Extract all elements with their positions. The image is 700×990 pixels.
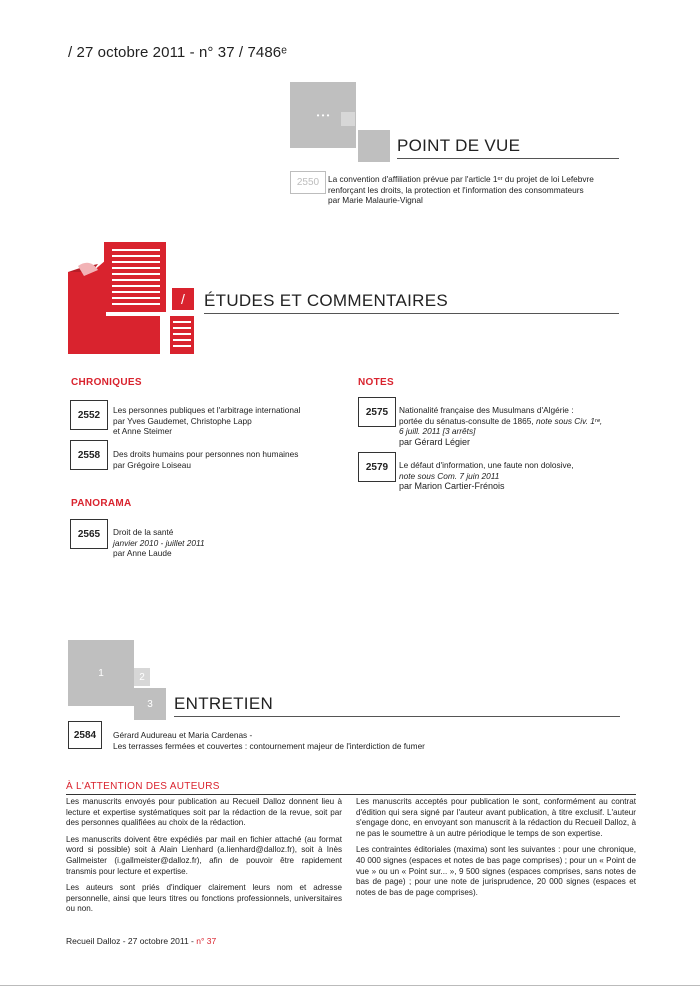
- point-de-vue-title: POINT DE VUE: [397, 136, 521, 155]
- entretien-box-1: [68, 640, 134, 706]
- entry-subtitle: janvier 2010 - juillet 2011: [113, 537, 205, 548]
- page-footer: [66, 936, 216, 946]
- panorama-label: PANORAMA: [71, 498, 132, 509]
- entretien-num-2: 2: [139, 671, 145, 683]
- article-number-box[interactable]: 2575: [358, 397, 396, 427]
- etudes-rule: [204, 313, 619, 314]
- entretien-box-2: [134, 668, 150, 686]
- dots-icon: • • •: [316, 110, 330, 120]
- point-de-vue-graphic-small-1: [341, 112, 355, 126]
- entry-title: La convention d'affiliation prévue par l'article 1ᵉʳ du projet de loi Lefebvre: [328, 174, 594, 184]
- chroniques-label: CHRONIQUES: [71, 377, 142, 388]
- entry-title-cont: renforçant les droits, la protection et l'information des consommateurs: [328, 184, 584, 195]
- entry-author-cont: et Anne Steimer: [113, 426, 173, 436]
- entry-author: par Anne Laude: [113, 548, 172, 558]
- bottom-rule: [0, 985, 700, 986]
- auteurs-paragraph: Les manuscrits envoyés pour publication au Recueil Dalloz donnent lieu à lecture et expertise systématiques soit par la rédaction de la revue, soit par des personnes qualifiées au choix de la rédaction.: [66, 797, 342, 828]
- auteurs-right-column: [356, 797, 636, 904]
- chronique-entry[interactable]: [113, 405, 353, 437]
- note-entry[interactable]: [399, 460, 659, 492]
- panorama-entry[interactable]: [113, 527, 353, 559]
- article-number-box[interactable]: 2565: [70, 519, 108, 549]
- entry-note-ref: note sous Civ. 1ʳᵉ,: [536, 415, 603, 426]
- entry-title: Droit de la santé: [113, 527, 174, 537]
- entry-author: par Marie Malaurie-Vignal: [328, 195, 423, 205]
- entry-title: Les personnes publiques et l'arbitrage international: [113, 405, 301, 415]
- article-number-box[interactable]: 2552: [70, 400, 108, 430]
- footer-text: Recueil Dalloz - 27 octobre 2011 -: [66, 936, 197, 946]
- article-number-box[interactable]: 2579: [358, 452, 396, 482]
- auteurs-rule: [66, 794, 636, 795]
- entry-author: par Marion Cartier-Frénois: [399, 481, 505, 491]
- issue-header: / 27 octobre 2011 - n° 37 / 7486ᵉ: [68, 44, 287, 61]
- chronique-entry[interactable]: [113, 449, 353, 470]
- entry-title-cont: portée du sénatus-consulte de 1865,: [399, 415, 536, 426]
- entry-author: par Yves Gaudemet, Christophe Lapp: [113, 415, 252, 426]
- auteurs-paragraph: Les contraintes éditoriales (maxima) sont les suivantes : pour une chronique, 40 000 signes (espaces et notes de bas page comprises) ; pour un « Point de vue » ou un « Point sur... », 9 500 signes (espaces comprises, sans notes de bas de page) ; pour une note de jurisprudence, 20 000 signes (espaces et notes de bas de page comprises).: [356, 845, 636, 897]
- auteurs-paragraph: Les auteurs sont priés d'indiquer clairement leurs nom et adresse personnelle, ainsi que leurs titres ou fonctions professionnels, universitaires ou non.: [66, 883, 342, 914]
- auteurs-paragraph: Les manuscrits doivent être expédiés par mail en fichier attaché (au format word si possible) soit à Alain Lienhard (a.lienhard@dalloz.fr), soit à Inès Gallmeister (i.gallmeister@dalloz.fr), afin de pouvoir être rapidement transmis pour lecture et expertise.: [66, 834, 342, 876]
- lines-icon: [170, 316, 194, 354]
- footer-issue-number: n° 37: [196, 936, 217, 946]
- entry-author: par Grégoire Loiseau: [113, 459, 191, 470]
- entry-title: Nationalité française des Musulmans d'Algérie :: [399, 405, 574, 415]
- article-number-box[interactable]: 2558: [70, 440, 108, 470]
- note-entry[interactable]: [399, 405, 659, 447]
- entretien-num-3: 3: [147, 698, 153, 710]
- point-de-vue-entry[interactable]: [328, 174, 658, 206]
- point-de-vue-graphic-small-2: [358, 130, 390, 162]
- entry-title: Des droits humains pour personnes non humaines: [113, 449, 299, 459]
- entretien-entry[interactable]: [113, 730, 633, 751]
- article-number-box[interactable]: 2584: [68, 721, 102, 749]
- notes-label: NOTES: [358, 377, 394, 388]
- entry-note-ref: note sous Com. 7 juin 2011: [399, 470, 500, 481]
- auteurs-paragraph: Les manuscrits acceptés pour publication le sont, conformément au contrat d'édition qui sera signé par l'auteur avant publication, à titre exclusif. L'auteur s'engage donc, en envoyant son manuscrit à la rédaction du Recueil Dalloz, à ne pas le soumettre à un autre périodique le temps de son expertise.: [356, 797, 636, 838]
- entretien-rule: [174, 716, 620, 717]
- auteurs-title: À L'ATTENTION DES AUTEURS: [66, 781, 220, 792]
- entry-author: par Gérard Légier: [399, 436, 471, 447]
- entry-title: Gérard Audureau et Maria Cardenas -: [113, 730, 253, 740]
- slash-icon: /: [181, 291, 185, 307]
- auteurs-left-column: [66, 797, 342, 921]
- entretien-box-3: [134, 688, 166, 720]
- entretien-title: ENTRETIEN: [174, 694, 274, 713]
- etudes-title: ÉTUDES ET COMMENTAIRES: [204, 291, 448, 310]
- point-de-vue-rule: [397, 158, 619, 159]
- entry-title: Le défaut d'information, une faute non dolosive,: [399, 460, 574, 470]
- entry-note-date: 6 juill. 2011 [3 arrêts]: [399, 426, 476, 436]
- entretien-num-1: 1: [98, 667, 104, 679]
- etudes-slash-badge: [172, 288, 194, 310]
- article-number-box[interactable]: 2550: [290, 171, 326, 194]
- entry-subtitle: Les terrasses fermées et couvertes : contournement majeur de l'interdiction de fumer: [113, 740, 425, 751]
